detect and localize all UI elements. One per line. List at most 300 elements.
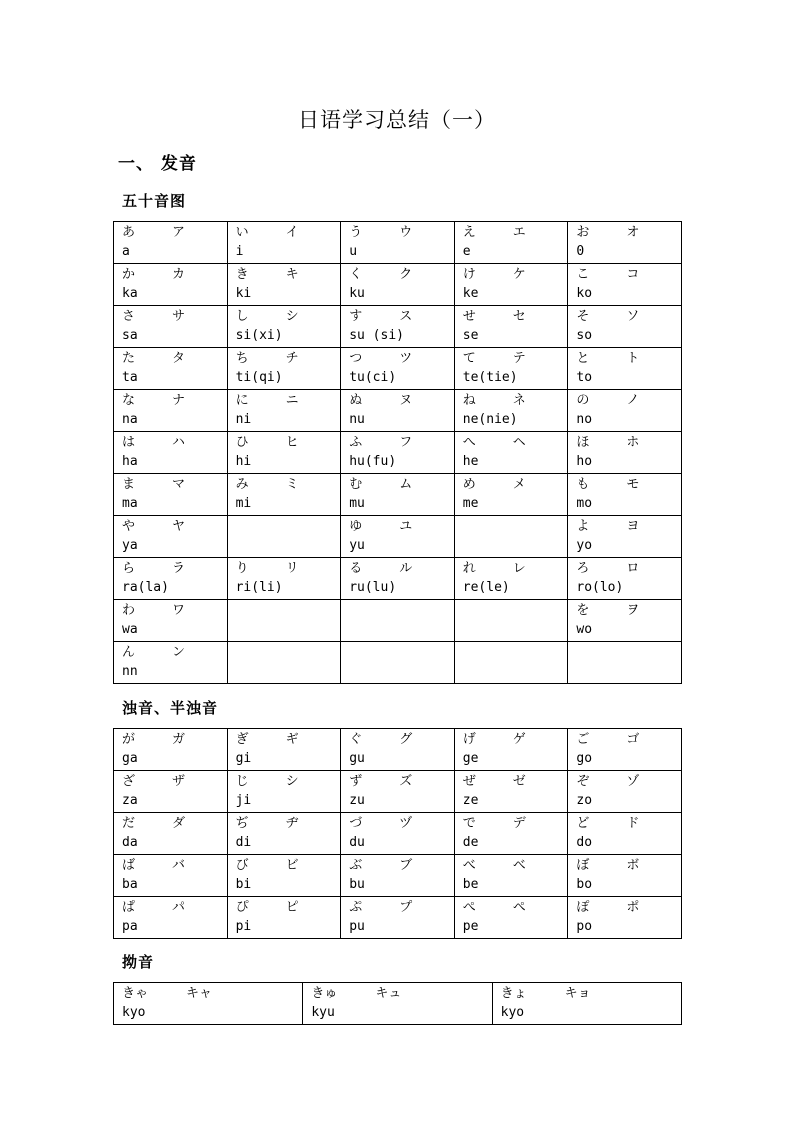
romaji: po — [576, 919, 593, 934]
kana-pair — [341, 897, 454, 917]
kana-cell — [568, 855, 682, 897]
romaji: ke — [462, 286, 479, 301]
romaji: ni — [235, 412, 252, 427]
hiragana: ご — [576, 732, 590, 747]
table-row — [114, 642, 682, 684]
katakana: ヂ — [285, 816, 299, 831]
hiragana: ぷ — [349, 900, 363, 915]
romaji: mu — [349, 496, 365, 511]
kana-cell — [114, 306, 228, 348]
kana-cell — [114, 600, 228, 642]
katakana: ポ — [626, 900, 640, 915]
hiragana: を — [576, 603, 590, 618]
kana-cell — [568, 516, 682, 558]
hiragana: ぬ — [349, 393, 363, 408]
table-row — [114, 771, 682, 813]
table-row — [114, 813, 682, 855]
romaji: zo — [576, 793, 593, 808]
romaji: do — [576, 835, 593, 850]
hiragana: ろ — [576, 561, 590, 576]
kana-pair — [455, 558, 568, 578]
kana-cell — [568, 432, 682, 474]
romaji — [455, 620, 568, 639]
kana-cell — [227, 264, 341, 306]
kana-pair — [455, 474, 568, 494]
romaji: ba — [122, 877, 138, 892]
hiragana: た — [122, 351, 136, 366]
romaji: gu — [349, 751, 365, 766]
kana-pair — [568, 897, 681, 917]
kana-pair — [341, 222, 454, 242]
katakana: ス — [399, 309, 413, 324]
hiragana: きょ — [500, 986, 527, 1001]
katakana: ド — [626, 816, 640, 831]
kana-cell — [568, 348, 682, 390]
kana-cell — [114, 348, 228, 390]
katakana: メ — [512, 477, 526, 492]
kana-cell — [114, 983, 303, 1025]
romaji — [228, 662, 341, 681]
kana-cell — [341, 390, 455, 432]
romaji: mi — [235, 496, 252, 511]
katakana: ウ — [399, 225, 413, 240]
kana-pair — [568, 222, 681, 242]
youon-table — [113, 982, 682, 1025]
kana-cell — [454, 348, 568, 390]
hiragana — [463, 644, 513, 662]
kana-pair — [568, 771, 681, 791]
kana-pair — [114, 264, 227, 284]
kana-pair — [228, 474, 341, 494]
hiragana: づ — [349, 816, 363, 831]
hiragana: ぱ — [122, 900, 136, 915]
hiragana: ぼ — [576, 858, 590, 873]
katakana: キュ — [375, 986, 402, 1001]
hiragana: よ — [576, 519, 590, 534]
romaji: si(xi) — [235, 328, 283, 343]
romaji: ho — [576, 454, 593, 469]
hiragana: ぺ — [462, 900, 476, 915]
kana-cell — [114, 813, 228, 855]
katakana: レ — [512, 561, 526, 576]
kana-cell — [568, 642, 682, 684]
kana-pair — [114, 432, 227, 452]
romaji: pe — [462, 919, 479, 934]
romaji: ru(lu) — [349, 580, 397, 595]
katakana: ミ — [285, 477, 299, 492]
kana-cell — [227, 432, 341, 474]
romaji: me — [462, 496, 479, 511]
katakana: ヘ — [512, 435, 526, 450]
hiragana: な — [122, 393, 136, 408]
kana-pair — [568, 390, 681, 410]
romaji: to — [576, 370, 593, 385]
kana-pair — [114, 983, 302, 1003]
katakana: ラ — [172, 561, 186, 576]
kana-pair — [568, 306, 681, 326]
kana-cell — [454, 813, 568, 855]
hiragana: ん — [122, 645, 136, 660]
hiragana: ね — [462, 393, 476, 408]
kana-cell — [114, 642, 228, 684]
youon-heading: 拗音 — [122, 953, 155, 971]
kana-pair — [228, 729, 341, 749]
katakana: カ — [172, 267, 186, 282]
kana-cell — [454, 306, 568, 348]
kana-pair — [228, 516, 341, 536]
katakana: チ — [285, 351, 299, 366]
hiragana: ず — [349, 774, 363, 789]
hiragana: め — [462, 477, 476, 492]
kana-pair — [455, 348, 568, 368]
romaji: ya — [122, 538, 138, 553]
hiragana: る — [349, 561, 363, 576]
hiragana: ぶ — [349, 858, 363, 873]
kana-cell — [568, 771, 682, 813]
katakana: ビ — [285, 858, 299, 873]
hiragana: ど — [576, 816, 590, 831]
table-row — [114, 516, 682, 558]
hiragana: げ — [462, 732, 476, 747]
hiragana: へ — [462, 435, 476, 450]
katakana: シ — [285, 309, 299, 324]
table-row — [114, 855, 682, 897]
hiragana: り — [235, 561, 249, 576]
kana-pair — [455, 516, 568, 536]
hiragana: と — [576, 351, 590, 366]
romaji: ro(lo) — [576, 580, 624, 595]
kana-cell — [341, 600, 455, 642]
kana-cell — [227, 813, 341, 855]
romaji: ku — [349, 286, 365, 301]
kana-cell — [341, 729, 455, 771]
kana-pair — [341, 600, 454, 620]
hiragana: さ — [122, 309, 136, 324]
kana-pair — [568, 264, 681, 284]
romaji: be — [462, 877, 479, 892]
katakana: ゼ — [512, 774, 526, 789]
katakana: ワ — [172, 603, 186, 618]
kana-cell — [114, 390, 228, 432]
kana-pair — [228, 264, 341, 284]
katakana: サ — [172, 309, 186, 324]
romaji: gi — [235, 751, 252, 766]
katakana: ホ — [626, 435, 640, 450]
kana-cell — [227, 390, 341, 432]
hiragana: か — [122, 267, 136, 282]
kana-cell — [341, 432, 455, 474]
kana-pair — [341, 348, 454, 368]
hiragana — [463, 518, 513, 536]
hiragana: べ — [462, 858, 476, 873]
katakana: ピ — [285, 900, 299, 915]
kana-pair — [455, 432, 568, 452]
romaji: nu — [349, 412, 365, 427]
kana-pair — [114, 306, 227, 326]
kana-pair — [341, 264, 454, 284]
romaji: 0 — [576, 244, 585, 259]
kana-pair — [114, 729, 227, 749]
romaji: sa — [122, 328, 138, 343]
hiragana — [463, 602, 513, 620]
hiragana: ら — [122, 561, 136, 576]
kana-pair — [228, 813, 341, 833]
romaji: ko — [576, 286, 593, 301]
romaji: bo — [576, 877, 593, 892]
hiragana: ぐ — [349, 732, 363, 747]
katakana: ナ — [172, 393, 186, 408]
romaji: za — [122, 793, 138, 808]
katakana: ボ — [626, 858, 640, 873]
hiragana: え — [462, 225, 476, 240]
kana-cell — [568, 264, 682, 306]
hiragana: み — [235, 477, 249, 492]
hiragana: い — [235, 225, 249, 240]
kana-pair — [114, 516, 227, 536]
kana-pair — [114, 642, 227, 662]
kana-cell — [341, 897, 455, 939]
kana-cell — [341, 222, 455, 264]
romaji: kyo — [122, 1005, 146, 1020]
romaji: yo — [576, 538, 593, 553]
romaji: wo — [576, 622, 593, 637]
kana-pair — [341, 813, 454, 833]
kana-cell — [454, 474, 568, 516]
katakana: イ — [285, 225, 299, 240]
section-heading-pronunciation: 一、 发音 — [118, 154, 197, 174]
hiragana: ほ — [576, 435, 590, 450]
hiragana: ち — [235, 351, 249, 366]
romaji: mo — [576, 496, 593, 511]
table-row — [114, 432, 682, 474]
romaji: pu — [349, 919, 365, 934]
kana-cell — [454, 897, 568, 939]
kana-pair — [228, 222, 341, 242]
katakana: ハ — [172, 435, 186, 450]
romaji: ze — [462, 793, 479, 808]
katakana: ヨ — [626, 519, 640, 534]
katakana: ネ — [512, 393, 526, 408]
romaji: i — [235, 244, 244, 259]
gojuon-table — [113, 221, 682, 684]
kana-cell — [303, 983, 492, 1025]
katakana: リ — [285, 561, 299, 576]
hiragana: け — [462, 267, 476, 282]
romaji: di — [235, 835, 252, 850]
hiragana: に — [235, 393, 249, 408]
kana-cell — [341, 642, 455, 684]
katakana: キャ — [186, 986, 213, 1001]
hiragana: ふ — [349, 435, 363, 450]
kana-cell — [568, 390, 682, 432]
romaji: ri(li) — [235, 580, 283, 595]
kana-cell — [454, 432, 568, 474]
katakana: デ — [512, 816, 526, 831]
katakana: セ — [512, 309, 526, 324]
kana-pair — [455, 771, 568, 791]
kana-pair — [114, 348, 227, 368]
romaji: no — [576, 412, 593, 427]
romaji: go — [576, 751, 593, 766]
kana-cell — [454, 771, 568, 813]
hiragana: つ — [349, 351, 363, 366]
katakana: ゴ — [626, 732, 640, 747]
romaji: ge — [462, 751, 479, 766]
katakana: プ — [399, 900, 413, 915]
katakana: エ — [512, 225, 526, 240]
romaji: se — [462, 328, 479, 343]
kana-cell — [227, 474, 341, 516]
hiragana: せ — [462, 309, 476, 324]
kana-cell — [568, 729, 682, 771]
katakana: ペ — [512, 900, 526, 915]
romaji: ti(qi) — [235, 370, 283, 385]
hiragana: く — [349, 267, 363, 282]
hiragana: が — [122, 732, 136, 747]
kana-pair — [341, 306, 454, 326]
kana-cell — [568, 558, 682, 600]
kana-pair — [455, 729, 568, 749]
kana-pair — [568, 642, 681, 662]
kana-pair — [568, 558, 681, 578]
romaji: su (si) — [349, 328, 404, 343]
katakana: ム — [399, 477, 413, 492]
katakana: ケ — [512, 267, 526, 282]
hiragana — [349, 602, 399, 620]
romaji: ki — [235, 286, 252, 301]
katakana: ク — [399, 267, 413, 282]
katakana: キ — [285, 267, 299, 282]
table-row — [114, 264, 682, 306]
romaji: de — [462, 835, 479, 850]
katakana: ダ — [172, 816, 186, 831]
hiragana: ぞ — [576, 774, 590, 789]
hiragana: む — [349, 477, 363, 492]
kana-pair — [114, 855, 227, 875]
kana-cell — [454, 516, 568, 558]
hiragana: ぽ — [576, 900, 590, 915]
kana-pair — [455, 897, 568, 917]
hiragana: ぜ — [462, 774, 476, 789]
hiragana: きゅ — [311, 986, 338, 1001]
table-row — [114, 897, 682, 939]
hiragana — [236, 518, 286, 536]
kana-cell — [114, 474, 228, 516]
kana-pair — [455, 642, 568, 662]
kana-pair — [455, 813, 568, 833]
hiragana: き — [235, 267, 249, 282]
kana-pair — [228, 897, 341, 917]
kana-pair — [455, 855, 568, 875]
table-row — [114, 306, 682, 348]
romaji: so — [576, 328, 593, 343]
kana-cell — [114, 222, 228, 264]
kana-pair — [341, 474, 454, 494]
romaji — [568, 662, 681, 681]
kana-cell — [341, 474, 455, 516]
kana-cell — [114, 771, 228, 813]
kana-pair — [568, 813, 681, 833]
kana-pair — [114, 558, 227, 578]
hiragana: は — [122, 435, 136, 450]
hiragana: び — [235, 858, 249, 873]
katakana: ニ — [285, 393, 299, 408]
romaji: yu — [349, 538, 365, 553]
katakana: フ — [399, 435, 413, 450]
kana-cell — [454, 855, 568, 897]
kana-cell — [227, 642, 341, 684]
romaji: ne(nie) — [462, 412, 518, 427]
katakana: ト — [626, 351, 640, 366]
romaji: ta — [122, 370, 138, 385]
kana-pair — [455, 600, 568, 620]
romaji: ga — [122, 751, 138, 766]
kana-cell — [114, 855, 228, 897]
kana-pair — [341, 855, 454, 875]
kana-pair — [114, 813, 227, 833]
hiragana: そ — [576, 309, 590, 324]
hiragana: し — [235, 309, 249, 324]
katakana: タ — [172, 351, 186, 366]
hiragana: お — [576, 225, 590, 240]
hiragana: ゆ — [349, 519, 363, 534]
katakana: ヲ — [626, 603, 640, 618]
kana-pair — [568, 432, 681, 452]
kana-pair — [114, 771, 227, 791]
katakana: ヌ — [399, 393, 413, 408]
romaji: ra(la) — [122, 580, 169, 595]
romaji: na — [122, 412, 138, 427]
romaji: ha — [122, 454, 138, 469]
kana-pair — [114, 474, 227, 494]
kana-pair — [228, 306, 341, 326]
kana-pair — [568, 729, 681, 749]
romaji: du — [349, 835, 365, 850]
katakana: ア — [172, 225, 186, 240]
table-row — [114, 474, 682, 516]
hiragana: ば — [122, 858, 136, 873]
katakana: ロ — [626, 561, 640, 576]
romaji: hi — [235, 454, 252, 469]
table-row — [114, 390, 682, 432]
katakana: ユ — [399, 519, 413, 534]
hiragana: あ — [122, 225, 136, 240]
kana-pair — [114, 897, 227, 917]
kana-cell — [492, 983, 681, 1025]
romaji — [341, 620, 454, 639]
romaji: da — [122, 835, 138, 850]
romaji: e — [462, 244, 471, 259]
kana-pair — [114, 390, 227, 410]
kana-cell — [341, 516, 455, 558]
katakana: ベ — [512, 858, 526, 873]
hiragana: こ — [576, 267, 590, 282]
kana-pair — [228, 600, 341, 620]
romaji — [455, 536, 568, 555]
katakana: マ — [172, 477, 186, 492]
kana-pair — [341, 516, 454, 536]
romaji: tu(ci) — [349, 370, 397, 385]
kana-pair — [341, 558, 454, 578]
katakana: ノ — [626, 393, 640, 408]
katakana: テ — [512, 351, 526, 366]
katakana: ル — [399, 561, 413, 576]
kana-cell — [227, 306, 341, 348]
kana-pair — [568, 855, 681, 875]
katakana: ヤ — [172, 519, 186, 534]
kana-cell — [114, 264, 228, 306]
romaji: wa — [122, 622, 138, 637]
